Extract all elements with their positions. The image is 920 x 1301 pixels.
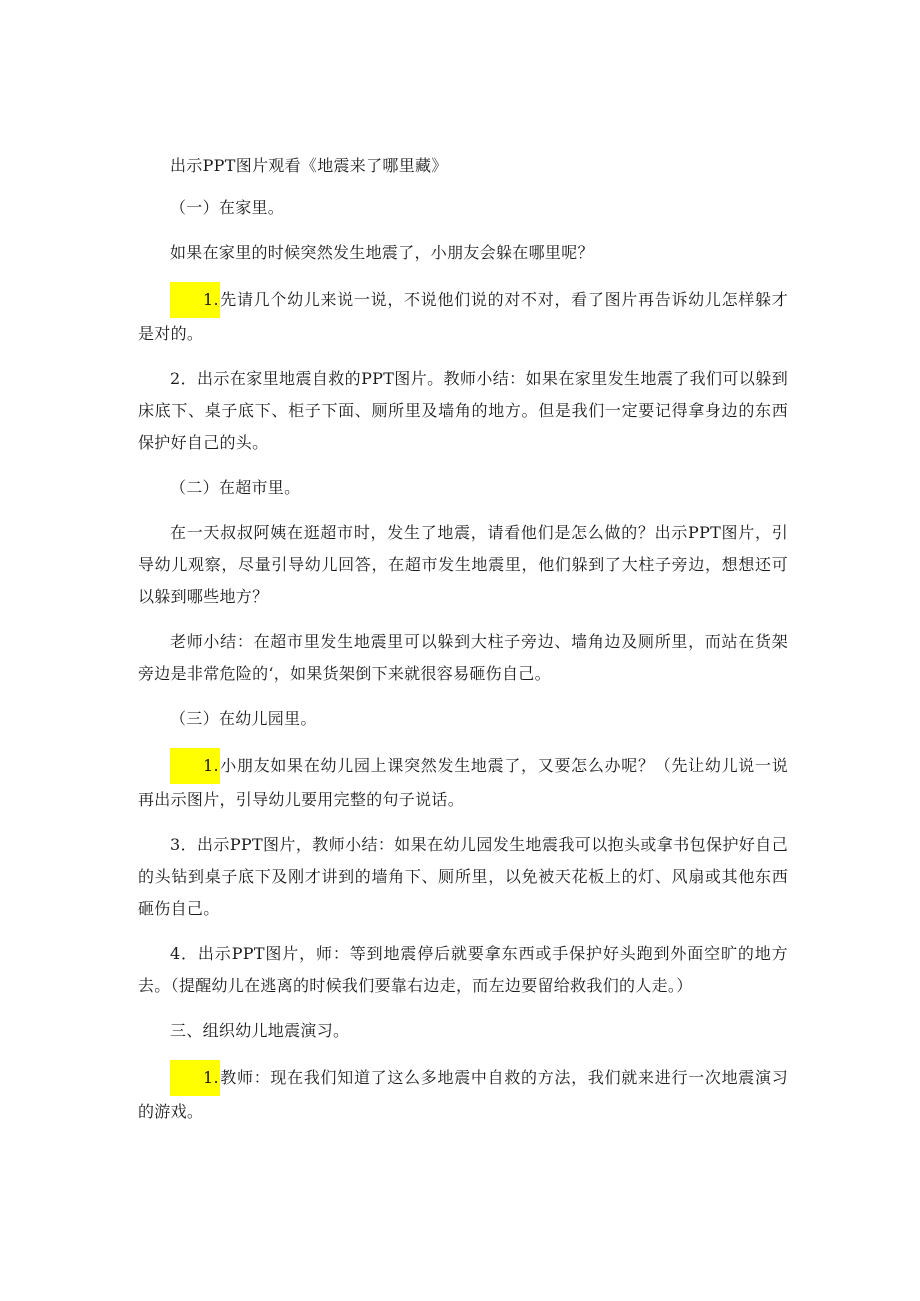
paragraph-text: 在一天叔叔阿姨在逛超市时，发生了地震，请看他们是怎么做的？出示PPT图片，引导幼儿观察，尽量引导幼儿回答，在超市发生地震里，他们躲到了大柱子旁边，想想还可以躲到哪些地方？ (138, 523, 788, 606)
list-item-kindergarten-3 (138, 829, 788, 925)
paragraph-text: （三）在幼儿园里。 (170, 709, 317, 728)
paragraph-text: （二）在超市里。 (170, 478, 301, 497)
section-heading-kindergarten (138, 703, 788, 735)
paragraph-text: （一）在家里。 (170, 198, 285, 217)
paragraph-text: 如果在家里的时候突然发生地震了，小朋友会躲在哪里呢？ (170, 243, 594, 262)
paragraph-question-home (138, 237, 788, 269)
highlighted-number: 1. (170, 282, 220, 318)
paragraph-text: 4．出示PPT图片，师：等到地震停后就要拿东西或手保护好头跑到外面空旷的地方去。（提醒幼儿在逃离的时候我们要靠右边走，而左边要留给救我们的人走。） (138, 944, 788, 995)
paragraph-intro (138, 150, 788, 182)
paragraph-supermarket (138, 517, 788, 613)
highlighted-number: 1. (170, 748, 220, 784)
paragraph-supermarket-summary (138, 626, 788, 690)
list-item-home-2 (138, 363, 788, 459)
list-item-home-1 (138, 282, 788, 350)
section-heading-supermarket (138, 472, 788, 504)
section-heading-home (138, 192, 788, 224)
document-body (138, 150, 788, 1141)
paragraph-text: 小朋友如果在幼儿园上课突然发生地震了，又要怎么办呢？（先让幼儿说一说再出示图片，引导幼儿要用完整的句子说话。 (138, 756, 788, 809)
section-heading-drill (138, 1015, 788, 1047)
highlighted-number: 1. (170, 1060, 220, 1096)
paragraph-text: 2．出示在家里地震自救的PPT图片。教师小结：如果在家里发生地震了我们可以躲到床底下、桌子底下、柜子下面、厕所里及墙角的地方。但是我们一定要记得拿身边的东西保护好自己的头。 (138, 369, 788, 452)
paragraph-text: 出示PPT图片观看《地震来了哪里藏》 (170, 156, 448, 175)
paragraph-text: 老师小结：在超市里发生地震里可以躲到大柱子旁边、墙角边及厕所里，而站在货架旁边是非常危险的‘，如果货架倒下来就很容易砸伤自己。 (138, 632, 788, 683)
list-item-kindergarten-1 (138, 748, 788, 816)
paragraph-text: 3．出示PPT图片，教师小结：如果在幼儿园发生地震我可以抱头或拿书包保护好自己的头钻到桌子底下及刚才讲到的墙角下、厕所里，以免被天花板上的灯、风扇或其他东西砸伤自己。 (138, 835, 788, 918)
list-item-kindergarten-4 (138, 938, 788, 1002)
paragraph-text: 教师：现在我们知道了这么多地震中自救的方法，我们就来进行一次地震演习的游戏。 (138, 1068, 788, 1121)
paragraph-text: 三、组织幼儿地震演习。 (170, 1021, 350, 1040)
paragraph-text: 先请几个幼儿来说一说，不说他们说的对不对，看了图片再告诉幼儿怎样躲才是对的。 (138, 290, 788, 343)
list-item-drill-1 (138, 1060, 788, 1128)
